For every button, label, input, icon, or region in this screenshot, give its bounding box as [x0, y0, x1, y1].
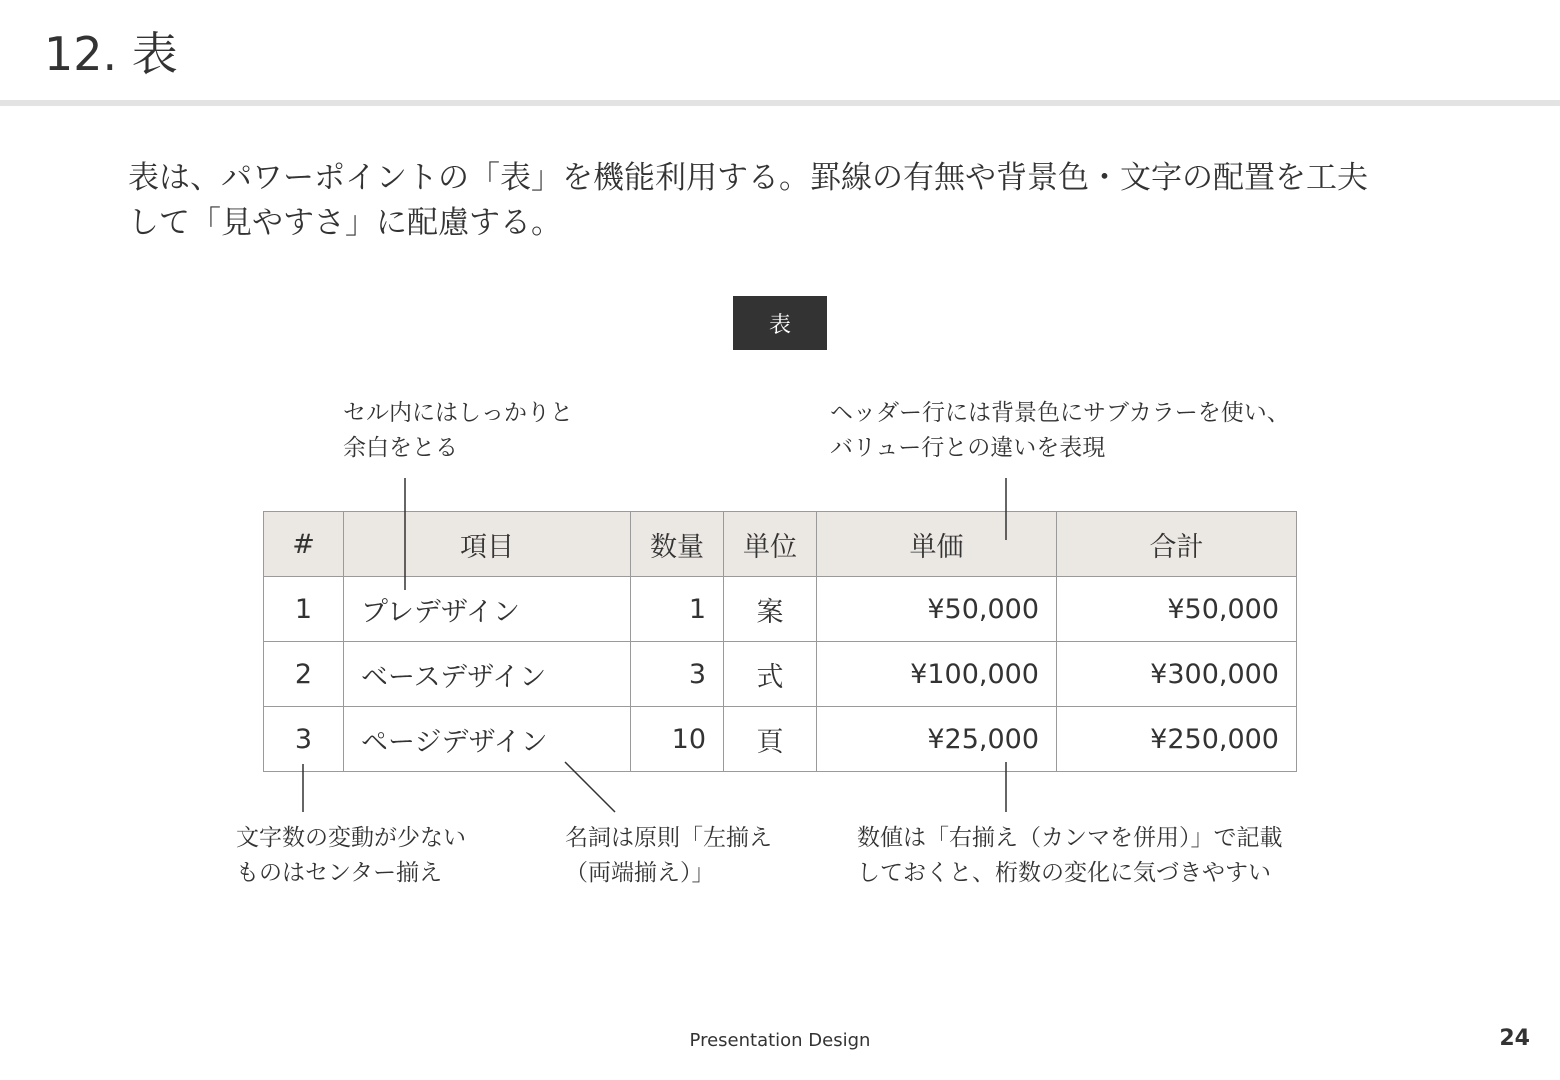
- cell-unit: 頁: [724, 707, 817, 772]
- table-header-row: [264, 512, 1297, 577]
- annotation-line: 余白をとる: [343, 435, 458, 461]
- cell-total: ¥300,000: [1057, 642, 1297, 707]
- table-row: [264, 642, 1297, 707]
- cell-unit-price: ¥25,000: [817, 707, 1057, 772]
- page-number: 24: [1499, 1026, 1530, 1051]
- annotation-header-row: [830, 396, 1290, 466]
- header-cell-number: #: [264, 512, 344, 577]
- annotation-line: 名詞は原則「左揃え: [565, 825, 772, 851]
- cell-item: プレデザイン: [344, 577, 631, 642]
- annotation-line: バリュー行との違いを表現: [830, 435, 1106, 461]
- annotation-right-align: [857, 821, 1283, 891]
- cell-number: 1: [264, 577, 344, 642]
- header-cell-item: 項目: [344, 512, 631, 577]
- footer-label: Presentation Design: [689, 1030, 871, 1051]
- cell-total: ¥50,000: [1057, 577, 1297, 642]
- cell-quantity: 10: [631, 707, 724, 772]
- annotation-line: 文字数の変動が少ない: [236, 825, 466, 851]
- cell-unit: 案: [724, 577, 817, 642]
- annotation-line: しておくと、桁数の変化に気づきやすい: [857, 860, 1271, 886]
- cell-number: 3: [264, 707, 344, 772]
- header-cell-unit: 単位: [724, 512, 817, 577]
- table-caption-label: 表: [733, 296, 827, 350]
- annotation-cell-padding: [343, 396, 573, 466]
- cell-unit-price: ¥50,000: [817, 577, 1057, 642]
- cell-unit: 式: [724, 642, 817, 707]
- table-row: [264, 577, 1297, 642]
- page-title: 12. 表: [44, 27, 178, 81]
- cell-total: ¥250,000: [1057, 707, 1297, 772]
- cell-item: ページデザイン: [344, 707, 631, 772]
- annotation-left-align: [565, 821, 772, 891]
- annotation-line: （両端揃え）」: [565, 860, 715, 886]
- lead-paragraph: [128, 156, 1458, 246]
- header-cell-quantity: 数量: [631, 512, 724, 577]
- title-divider: [0, 100, 1560, 106]
- cell-quantity: 1: [631, 577, 724, 642]
- cell-number: 2: [264, 642, 344, 707]
- lead-line-2: して「見やすさ」に配慮する。: [128, 205, 562, 241]
- table-row: [264, 707, 1297, 772]
- header-cell-unit-price: 単価: [817, 512, 1057, 577]
- annotation-line: ものはセンター揃え: [236, 860, 443, 886]
- pricing-table: [263, 511, 1297, 772]
- cell-unit-price: ¥100,000: [817, 642, 1057, 707]
- annotation-center-align: [236, 821, 466, 891]
- annotation-line: 数値は「右揃え（カンマを併用）」で記載: [857, 825, 1283, 851]
- annotation-line: セル内にはしっかりと: [343, 400, 573, 426]
- cell-item: ベースデザイン: [344, 642, 631, 707]
- annotation-line: ヘッダー行には背景色にサブカラーを使い、: [830, 400, 1290, 426]
- cell-quantity: 3: [631, 642, 724, 707]
- header-cell-total: 合計: [1057, 512, 1297, 577]
- lead-line-1: 表は、パワーポイントの「表」を機能利用する。罫線の有無や背景色・文字の配置を工夫: [128, 160, 1368, 196]
